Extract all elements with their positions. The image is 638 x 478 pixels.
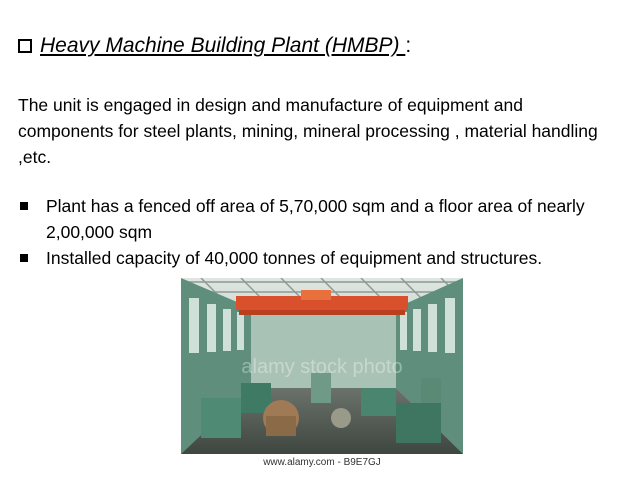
slide-heading bbox=[18, 32, 411, 60]
photo-watermark: alamy stock photo bbox=[241, 356, 403, 378]
bullet-text: Plant has a fenced off area of 5,70,000 sqm and a floor area of nearly 2,00,000 sqm bbox=[46, 196, 585, 242]
list-item bbox=[18, 245, 623, 271]
intro-paragraph: The unit is engaged in design and manufacture of equipment and components for steel plants, mining, mineral processing , material handling ,etc. bbox=[18, 95, 598, 167]
bullet-list bbox=[18, 193, 623, 271]
bullet-text: Installed capacity of 40,000 tonnes of equipment and structures. bbox=[46, 248, 543, 268]
heading-colon: : bbox=[405, 34, 412, 57]
checkbox-icon bbox=[18, 39, 32, 53]
square-bullet-icon bbox=[20, 202, 28, 210]
factory-photo bbox=[181, 278, 463, 454]
list-item bbox=[18, 193, 623, 245]
photo-caption: www.alamy.com - B9E7GJ bbox=[181, 454, 463, 472]
heading-title: Heavy Machine Building Plant (HMBP) bbox=[40, 34, 406, 57]
square-bullet-icon bbox=[20, 254, 28, 262]
